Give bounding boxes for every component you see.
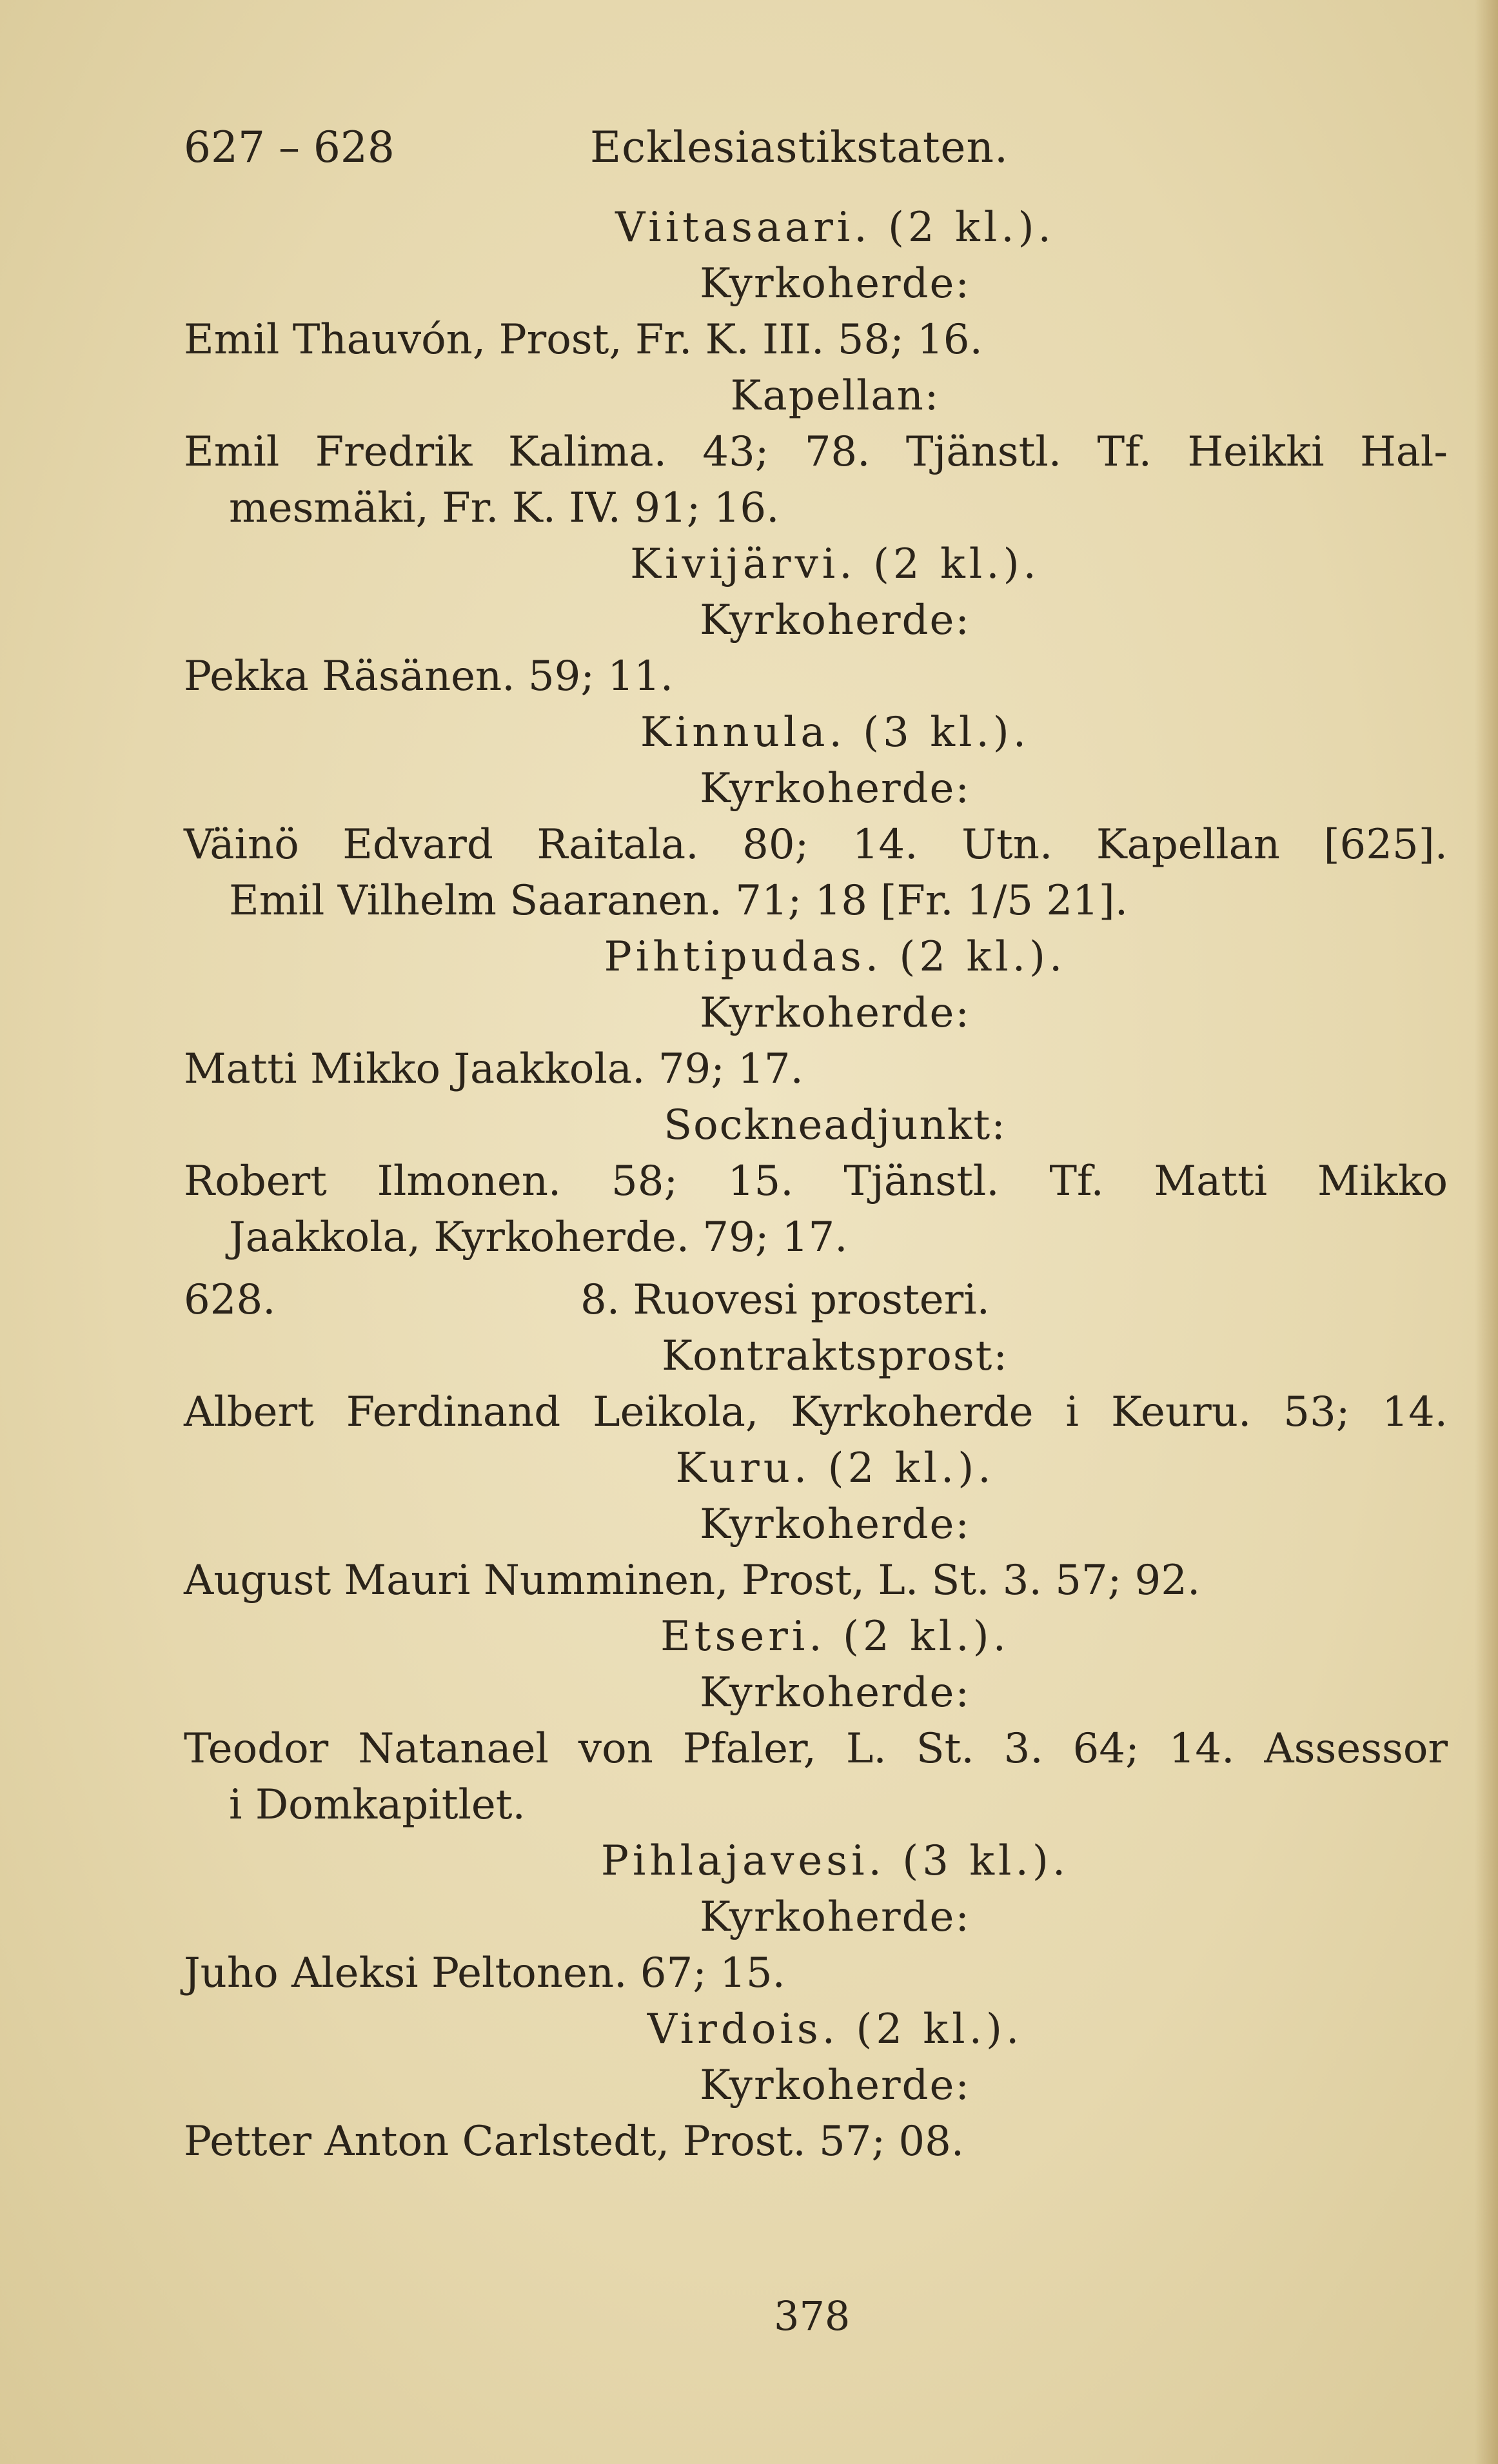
clergy-entry: August Mauri Numminen, Prost, L. St. 3. 57; 92. <box>184 1557 1201 1604</box>
role-heading: Kyrkoherde: <box>700 1893 971 1941</box>
parish-heading: Etseri. (2 kl.). <box>660 1613 1010 1661</box>
clergy-entry: Robert Ilmonen. 58; 15. Tjänstl. Tf. Matti Mikko <box>184 1158 1448 1205</box>
clergy-entry: Teodor Natanael von Pfaler, L. St. 3. 64; 14. Assessor <box>184 1725 1448 1773</box>
role-heading: Kyrkoherde: <box>700 596 971 644</box>
clergy-entry: Emil Fredrik Kalima. 43; 78. Tjänstl. Tf. Heikki Hal- <box>184 428 1448 476</box>
clergy-entry: Väinö Edvard Raitala. 80; 14. Utn. Kapellan [625]. <box>184 821 1448 869</box>
clergy-entry: Emil Vilhelm Saaranen. 71; 18 [Fr. 1/5 21]. <box>229 877 1128 925</box>
page-content <box>184 103 1448 2170</box>
section-page-marker: 628. <box>184 1276 276 1324</box>
role-heading: Sockneadjunkt: <box>664 1101 1007 1149</box>
clergy-entry: Petter Anton Carlstedt, Prost. 57; 08. <box>184 2118 965 2165</box>
clergy-entry-continuation: Jaakkola, Kyrkoherde. 79; 17. <box>229 1214 848 1261</box>
role-heading: Kyrkoherde: <box>700 989 971 1037</box>
role-heading: Kyrkoherde: <box>700 1669 971 1717</box>
running-head-title: Ecklesiastikstaten. <box>590 123 1009 172</box>
role-heading: Kyrkoherde: <box>700 1501 971 1548</box>
page-edge-shadow <box>1475 0 1498 2464</box>
parish-heading: Kinnula. (3 kl.). <box>640 709 1030 756</box>
clergy-entry-continuation: mesmäki, Fr. K. IV. 91; 16. <box>229 484 780 532</box>
clergy-entry: Albert Ferdinand Leikola, Kyrkoherde i Keuru. 53; 14. <box>184 1388 1448 1436</box>
parish-heading: Viitasaari. (2 kl.). <box>615 204 1055 251</box>
clergy-entry-continuation: i Domkapitlet. <box>229 1781 526 1829</box>
folio-number: 378 <box>774 2292 851 2340</box>
role-heading: Kyrkoherde: <box>700 260 971 308</box>
clergy-entry: Pekka Räsänen. 59; 11. <box>184 653 674 700</box>
parish-heading: Kuru. (2 kl.). <box>675 1444 995 1492</box>
parish-heading: Virdois. (2 kl.). <box>647 2006 1023 2053</box>
parish-heading: Kivijärvi. (2 kl.). <box>630 540 1040 588</box>
parish-heading: Pihlajavesi. (3 kl.). <box>600 1837 1070 1885</box>
running-head <box>184 103 1448 200</box>
parish-heading: Pihtipudas. (2 kl.). <box>604 933 1067 981</box>
role-heading: Kapellan: <box>730 372 940 420</box>
clergy-entry: Emil Thauvón, Prost, Fr. K. III. 58; 16. <box>184 316 983 364</box>
role-heading: Kyrkoherde: <box>700 765 971 813</box>
running-head-page-numbers: 627 – 628 <box>184 123 395 172</box>
clergy-entry: Matti Mikko Jaakkola. 79; 17. <box>184 1045 803 1093</box>
role-heading: Kontraktsprost: <box>662 1332 1009 1380</box>
clergy-entry: Juho Aleksi Peltonen. 67; 15. <box>184 1949 785 1997</box>
role-heading: Kyrkoherde: <box>700 2062 971 2109</box>
section-heading <box>184 1272 1448 1328</box>
section-title: 8. Ruovesi prosteri. <box>580 1276 990 1324</box>
